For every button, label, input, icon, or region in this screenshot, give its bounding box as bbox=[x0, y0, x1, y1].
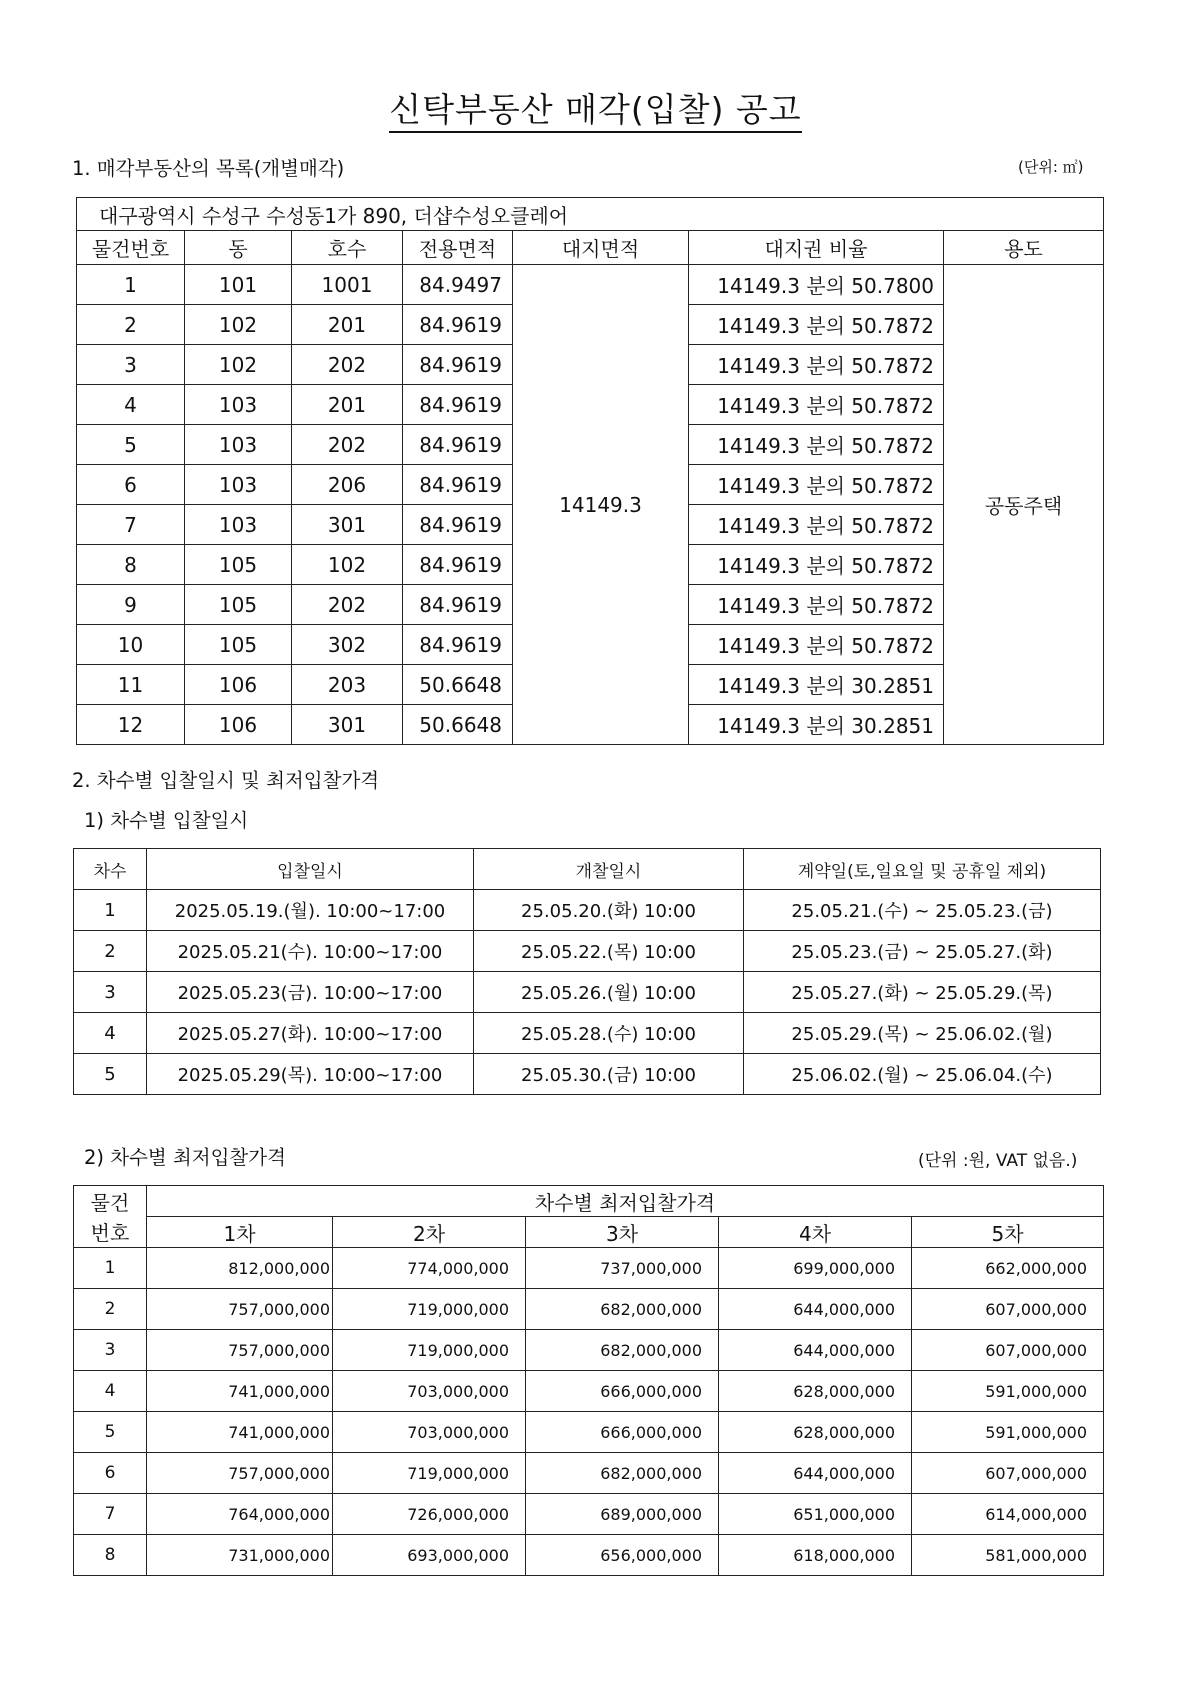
price-round-2-cell: 703,000,000 bbox=[333, 1371, 526, 1412]
opening-datetime-cell: 25.05.28.(수) 10:00 bbox=[474, 1013, 744, 1054]
price-round-4-cell: 651,000,000 bbox=[719, 1494, 912, 1535]
item-no-cell: 5 bbox=[77, 425, 185, 465]
header-min-price-group: 차수별 최저입찰가격 bbox=[147, 1186, 1104, 1217]
item-no-cell: 11 bbox=[77, 665, 185, 705]
land-ratio-cell: 14149.3 분의 50.7872 bbox=[689, 305, 944, 345]
exclusive-area-cell: 84.9619 bbox=[403, 585, 513, 625]
item-no-cell: 4 bbox=[74, 1371, 147, 1412]
dong-cell: 103 bbox=[185, 505, 292, 545]
ho-cell: 102 bbox=[292, 545, 403, 585]
land-ratio-cell: 14149.3 분의 50.7800 bbox=[689, 265, 944, 305]
price-round-4-cell: 644,000,000 bbox=[719, 1289, 912, 1330]
exclusive-area-cell: 84.9619 bbox=[403, 505, 513, 545]
header-land-ratio: 대지권 비율 bbox=[689, 231, 944, 265]
opening-datetime-cell: 25.05.26.(월) 10:00 bbox=[474, 972, 744, 1013]
ho-cell: 1001 bbox=[292, 265, 403, 305]
contract-date-cell: 25.05.29.(목) ~ 25.06.02.(월) bbox=[744, 1013, 1101, 1054]
opening-datetime-cell: 25.05.22.(목) 10:00 bbox=[474, 931, 744, 972]
exclusive-area-cell: 84.9619 bbox=[403, 545, 513, 585]
price-subheading: 2) 차수별 최저입찰가격 bbox=[84, 1146, 286, 1169]
exclusive-area-cell: 50.6648 bbox=[403, 665, 513, 705]
schedule-row bbox=[74, 931, 1101, 972]
ho-cell: 301 bbox=[292, 505, 403, 545]
price-round-4-cell: 628,000,000 bbox=[719, 1412, 912, 1453]
exclusive-area-cell: 50.6648 bbox=[403, 705, 513, 745]
bid-datetime-cell: 2025.05.21(수). 10:00~17:00 bbox=[147, 931, 474, 972]
item-no-cell: 8 bbox=[77, 545, 185, 585]
item-no-cell: 12 bbox=[77, 705, 185, 745]
section1-unit: (단위: ㎡) bbox=[1018, 158, 1084, 176]
schedule-row bbox=[74, 890, 1101, 931]
contract-date-cell: 25.06.02.(월) ~ 25.06.04.(수) bbox=[744, 1054, 1101, 1095]
price-round-5-cell: 614,000,000 bbox=[912, 1494, 1104, 1535]
dong-cell: 106 bbox=[185, 705, 292, 745]
price-row bbox=[74, 1248, 1104, 1289]
price-round-4-cell: 628,000,000 bbox=[719, 1371, 912, 1412]
schedule-table bbox=[73, 848, 1101, 1095]
price-round-4-cell: 618,000,000 bbox=[719, 1535, 912, 1576]
item-no-cell: 3 bbox=[74, 1330, 147, 1371]
bid-datetime-cell: 2025.05.23(금). 10:00~17:00 bbox=[147, 972, 474, 1013]
header-round-3: 3차 bbox=[526, 1217, 719, 1248]
item-no-cell: 6 bbox=[74, 1453, 147, 1494]
bid-datetime-cell: 2025.05.27(화). 10:00~17:00 bbox=[147, 1013, 474, 1054]
price-round-5-cell: 662,000,000 bbox=[912, 1248, 1104, 1289]
header-round-2: 2차 bbox=[333, 1217, 526, 1248]
price-row bbox=[74, 1330, 1104, 1371]
price-round-3-cell: 666,000,000 bbox=[526, 1371, 719, 1412]
contract-date-cell: 25.05.23.(금) ~ 25.05.27.(화) bbox=[744, 931, 1101, 972]
item-no-cell: 2 bbox=[74, 1289, 147, 1330]
property-header-row bbox=[77, 231, 1104, 265]
dong-cell: 105 bbox=[185, 625, 292, 665]
property-row bbox=[77, 265, 1104, 305]
land-ratio-cell: 14149.3 분의 50.7872 bbox=[689, 585, 944, 625]
exclusive-area-cell: 84.9619 bbox=[403, 345, 513, 385]
price-round-1-cell: 757,000,000 bbox=[147, 1330, 333, 1371]
land-ratio-cell: 14149.3 분의 50.7872 bbox=[689, 465, 944, 505]
price-row bbox=[74, 1453, 1104, 1494]
dong-cell: 102 bbox=[185, 345, 292, 385]
property-list-table bbox=[76, 197, 1104, 745]
price-round-4-cell: 699,000,000 bbox=[719, 1248, 912, 1289]
price-header-row-1 bbox=[74, 1186, 1104, 1217]
dong-cell: 103 bbox=[185, 465, 292, 505]
land-ratio-cell: 14149.3 분의 30.2851 bbox=[689, 665, 944, 705]
price-round-1-cell: 812,000,000 bbox=[147, 1248, 333, 1289]
header-contract-date: 계약일(토,일요일 및 공휴일 제외) bbox=[744, 849, 1101, 890]
ho-cell: 302 bbox=[292, 625, 403, 665]
exclusive-area-cell: 84.9619 bbox=[403, 465, 513, 505]
land-ratio-cell: 14149.3 분의 50.7872 bbox=[689, 385, 944, 425]
header-round-5: 5차 bbox=[912, 1217, 1104, 1248]
price-round-2-cell: 693,000,000 bbox=[333, 1535, 526, 1576]
price-round-3-cell: 689,000,000 bbox=[526, 1494, 719, 1535]
schedule-header-row bbox=[74, 849, 1101, 890]
price-header-row-2 bbox=[74, 1217, 1104, 1248]
price-round-1-cell: 764,000,000 bbox=[147, 1494, 333, 1535]
price-round-3-cell: 737,000,000 bbox=[526, 1248, 719, 1289]
header-dong: 동 bbox=[185, 231, 292, 265]
round-cell: 5 bbox=[74, 1054, 147, 1095]
header-round-1: 1차 bbox=[147, 1217, 333, 1248]
price-round-3-cell: 682,000,000 bbox=[526, 1330, 719, 1371]
land-ratio-cell: 14149.3 분의 50.7872 bbox=[689, 625, 944, 665]
header-ho: 호수 bbox=[292, 231, 403, 265]
price-round-4-cell: 644,000,000 bbox=[719, 1453, 912, 1494]
price-round-4-cell: 644,000,000 bbox=[719, 1330, 912, 1371]
opening-datetime-cell: 25.05.30.(금) 10:00 bbox=[474, 1054, 744, 1095]
land-ratio-cell: 14149.3 분의 50.7872 bbox=[689, 505, 944, 545]
exclusive-area-cell: 84.9619 bbox=[403, 425, 513, 465]
exclusive-area-cell: 84.9619 bbox=[403, 385, 513, 425]
price-round-1-cell: 741,000,000 bbox=[147, 1371, 333, 1412]
price-row bbox=[74, 1289, 1104, 1330]
ho-cell: 202 bbox=[292, 425, 403, 465]
item-no-cell: 4 bbox=[77, 385, 185, 425]
header-usage: 용도 bbox=[944, 231, 1104, 265]
header-item-no: 물건번호 bbox=[77, 231, 185, 265]
dong-cell: 106 bbox=[185, 665, 292, 705]
price-round-5-cell: 591,000,000 bbox=[912, 1371, 1104, 1412]
item-no-cell: 6 bbox=[77, 465, 185, 505]
price-round-2-cell: 703,000,000 bbox=[333, 1412, 526, 1453]
price-round-5-cell: 581,000,000 bbox=[912, 1535, 1104, 1576]
property-address: 대구광역시 수성구 수성동1가 890, 더샵수성오클레어 bbox=[77, 198, 1104, 231]
price-row bbox=[74, 1412, 1104, 1453]
item-no-cell: 1 bbox=[77, 265, 185, 305]
bid-datetime-cell: 2025.05.19.(월). 10:00~17:00 bbox=[147, 890, 474, 931]
item-no-cell: 7 bbox=[74, 1494, 147, 1535]
header-bid-datetime: 입찰일시 bbox=[147, 849, 474, 890]
ho-cell: 203 bbox=[292, 665, 403, 705]
header-round: 차수 bbox=[74, 849, 147, 890]
price-round-1-cell: 757,000,000 bbox=[147, 1289, 333, 1330]
opening-datetime-cell: 25.05.20.(화) 10:00 bbox=[474, 890, 744, 931]
land-ratio-cell: 14149.3 분의 50.7872 bbox=[689, 425, 944, 465]
price-round-3-cell: 656,000,000 bbox=[526, 1535, 719, 1576]
dong-cell: 105 bbox=[185, 585, 292, 625]
contract-date-cell: 25.05.21.(수) ~ 25.05.23.(금) bbox=[744, 890, 1101, 931]
header-opening-datetime: 개찰일시 bbox=[474, 849, 744, 890]
dong-cell: 103 bbox=[185, 385, 292, 425]
dong-cell: 102 bbox=[185, 305, 292, 345]
price-round-3-cell: 682,000,000 bbox=[526, 1453, 719, 1494]
price-row bbox=[74, 1371, 1104, 1412]
dong-cell: 103 bbox=[185, 425, 292, 465]
min-price-table bbox=[73, 1185, 1104, 1576]
usage-cell: 공동주택 bbox=[944, 265, 1104, 745]
schedule-row bbox=[74, 1054, 1101, 1095]
bid-datetime-cell: 2025.05.29(목). 10:00~17:00 bbox=[147, 1054, 474, 1095]
contract-date-cell: 25.05.27.(화) ~ 25.05.29.(목) bbox=[744, 972, 1101, 1013]
price-round-3-cell: 666,000,000 bbox=[526, 1412, 719, 1453]
price-round-5-cell: 591,000,000 bbox=[912, 1412, 1104, 1453]
exclusive-area-cell: 84.9619 bbox=[403, 625, 513, 665]
price-round-2-cell: 719,000,000 bbox=[333, 1289, 526, 1330]
price-round-2-cell: 774,000,000 bbox=[333, 1248, 526, 1289]
header-land-area: 대지면적 bbox=[513, 231, 689, 265]
header-exclusive-area: 전용면적 bbox=[403, 231, 513, 265]
round-cell: 3 bbox=[74, 972, 147, 1013]
item-no-cell: 10 bbox=[77, 625, 185, 665]
price-round-5-cell: 607,000,000 bbox=[912, 1289, 1104, 1330]
schedule-row bbox=[74, 1013, 1101, 1054]
price-round-5-cell: 607,000,000 bbox=[912, 1453, 1104, 1494]
price-round-1-cell: 731,000,000 bbox=[147, 1535, 333, 1576]
item-no-cell: 2 bbox=[77, 305, 185, 345]
header-item-no-bottom: 번호 bbox=[74, 1217, 147, 1248]
schedule-subheading: 1) 차수별 입찰일시 bbox=[84, 809, 249, 832]
price-round-1-cell: 757,000,000 bbox=[147, 1453, 333, 1494]
price-row bbox=[74, 1535, 1104, 1576]
land-area-cell: 14149.3 bbox=[513, 265, 689, 745]
section2-heading: 2. 차수별 입찰일시 및 최저입찰가격 bbox=[72, 769, 380, 792]
ho-cell: 206 bbox=[292, 465, 403, 505]
price-unit: (단위 :원, VAT 없음.) bbox=[918, 1151, 1078, 1171]
item-no-cell: 9 bbox=[77, 585, 185, 625]
ho-cell: 202 bbox=[292, 585, 403, 625]
exclusive-area-cell: 84.9619 bbox=[403, 305, 513, 345]
item-no-cell: 8 bbox=[74, 1535, 147, 1576]
round-cell: 4 bbox=[74, 1013, 147, 1054]
ho-cell: 301 bbox=[292, 705, 403, 745]
header-item-no-top: 물건 bbox=[74, 1186, 147, 1217]
price-round-5-cell: 607,000,000 bbox=[912, 1330, 1104, 1371]
round-cell: 2 bbox=[74, 931, 147, 972]
price-round-1-cell: 741,000,000 bbox=[147, 1412, 333, 1453]
item-no-cell: 5 bbox=[74, 1412, 147, 1453]
price-row bbox=[74, 1494, 1104, 1535]
dong-cell: 105 bbox=[185, 545, 292, 585]
ho-cell: 202 bbox=[292, 345, 403, 385]
land-ratio-cell: 14149.3 분의 30.2851 bbox=[689, 705, 944, 745]
ho-cell: 201 bbox=[292, 385, 403, 425]
schedule-row bbox=[74, 972, 1101, 1013]
land-ratio-cell: 14149.3 분의 50.7872 bbox=[689, 345, 944, 385]
price-round-2-cell: 719,000,000 bbox=[333, 1453, 526, 1494]
land-ratio-cell: 14149.3 분의 50.7872 bbox=[689, 545, 944, 585]
round-cell: 1 bbox=[74, 890, 147, 931]
price-round-3-cell: 682,000,000 bbox=[526, 1289, 719, 1330]
item-no-cell: 7 bbox=[77, 505, 185, 545]
header-round-4: 4차 bbox=[719, 1217, 912, 1248]
section1-heading: 1. 매각부동산의 목록(개별매각) bbox=[72, 157, 345, 180]
item-no-cell: 3 bbox=[77, 345, 185, 385]
page-title: 신탁부동산 매각(입찰) 공고 bbox=[0, 84, 1191, 131]
ho-cell: 201 bbox=[292, 305, 403, 345]
dong-cell: 101 bbox=[185, 265, 292, 305]
item-no-cell: 1 bbox=[74, 1248, 147, 1289]
price-round-2-cell: 726,000,000 bbox=[333, 1494, 526, 1535]
price-round-2-cell: 719,000,000 bbox=[333, 1330, 526, 1371]
exclusive-area-cell: 84.9497 bbox=[403, 265, 513, 305]
